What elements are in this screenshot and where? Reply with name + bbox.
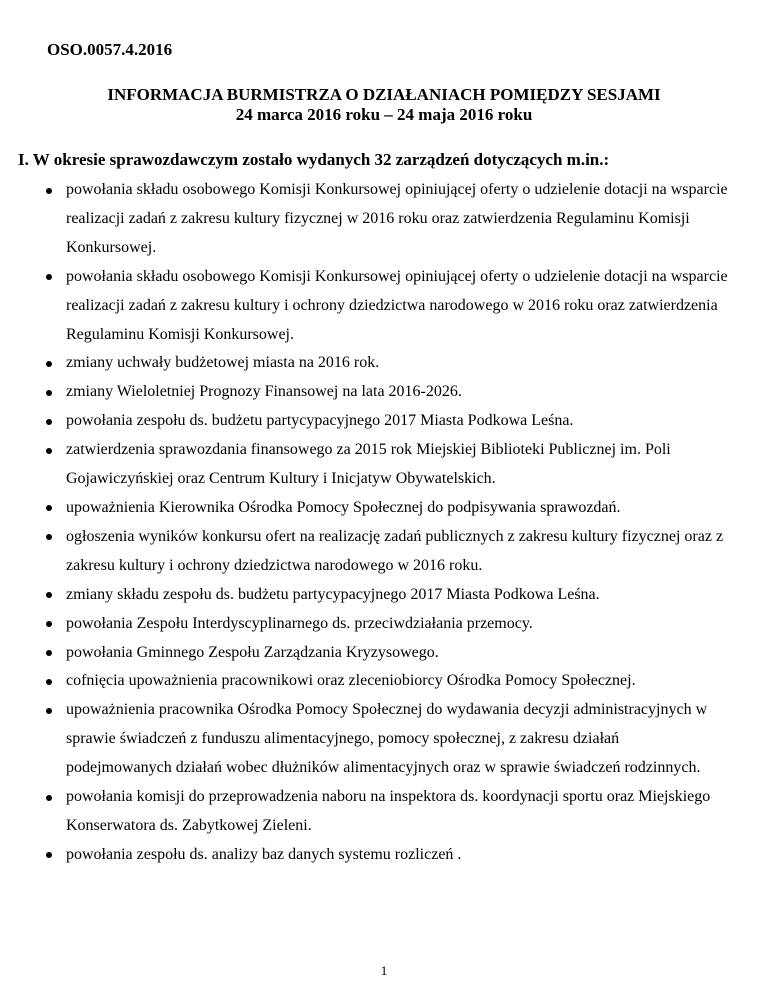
list-item-text: powołania Zespołu Interdyscyplinarnego ds. przeciwdziałania przemocy.: [66, 614, 533, 632]
list-item: [0, 436, 768, 494]
list-item: [0, 523, 768, 581]
bullet-icon: [46, 534, 52, 540]
list-item: [0, 407, 768, 436]
bullet-icon: [46, 679, 52, 685]
document-date-range: 24 marca 2016 roku – 24 maja 2016 roku: [235, 105, 533, 124]
bullet-icon: [46, 419, 52, 425]
document-reference: OSO.0057.4.2016: [47, 40, 173, 59]
bullet-icon: [46, 274, 52, 280]
bullet-icon: [46, 621, 52, 627]
list-item-text: powołania Gminnego Zespołu Zarządzania Kryzysowego.: [66, 643, 439, 661]
bullet-icon: [46, 448, 52, 454]
list-item: [0, 581, 768, 610]
list-item: [0, 783, 768, 841]
list-item: [0, 667, 768, 696]
list-item-text: zatwierdzenia sprawozdania finansowego za 2015 rok Miejskiej Biblioteki Publicznej im. Poli Gojawiczyńskiej oraz Centrum Kultury i Inicjatyw Obywatelskich.: [66, 441, 671, 488]
list-item: [0, 494, 768, 523]
section-heading: I. W okresie sprawozdawczym zostało wydanych 32 zarządzeń dotyczących m.in.:: [18, 150, 610, 169]
list-item-text: powołania zespołu ds. analizy baz danych systemu rozliczeń .: [66, 845, 462, 863]
list-item-text: powołania składu osobowego Komisji Konkursowej opiniującej oferty o udzielenie dotacji na wsparcie realizacji zadań z zakresu kultury i ochrony dziedzictwa narodowego w 2016 roku oraz zatwierdzenia Regulaminu Komisji Konkursowej.: [66, 267, 728, 343]
list-item-text: powołania zespołu ds. budżetu partycypacyjnego 2017 Miasta Podkowa Leśna.: [66, 412, 574, 430]
bullet-icon: [46, 505, 52, 511]
bullet-icon: [46, 708, 52, 714]
bullet-icon: [46, 361, 52, 367]
page-number: 1: [380, 963, 388, 978]
list-item-text: upoważnienia pracownika Ośrodka Pomocy Społecznej do wydawania decyzji administracyjnych w sprawie świadczeń z funduszu alimentacyjnego, pomocy społecznej, z zakresu działań podejmowanych działań wobec dłużników alimentacyjnych oraz w sprawie świadczeń rodzinnych.: [66, 701, 708, 777]
ordinance-list: [0, 176, 768, 870]
list-item: [0, 841, 768, 870]
bullet-icon: [46, 390, 52, 396]
list-item-text: powołania komisji do przeprowadzenia naboru na inspektora ds. koordynacji sportu oraz Miejskiego Konserwatora ds. Zabytkowej Zieleni.: [66, 788, 711, 834]
list-item-text: upoważnienia Kierownika Ośrodka Pomocy Społecznej do podpisywania sprawozdań.: [66, 498, 621, 516]
bullet-icon: [46, 650, 52, 656]
list-item-text: zmiany składu zespołu ds. budżetu partycypacyjnego 2017 Miasta Podkowa Leśna.: [66, 585, 600, 603]
bullet-icon: [46, 795, 52, 801]
list-item: [0, 610, 768, 639]
bullet-icon: [46, 188, 52, 194]
list-item: [0, 378, 768, 407]
list-item: [0, 176, 768, 263]
list-item-text: powołania składu osobowego Komisji Konkursowej opiniującej oferty o udzielenie dotacji na wsparcie realizacji zadań z zakresu kultury fizycznej w 2016 roku oraz zatwierdzenia Regulaminu Komisji Konkursowej.: [66, 181, 728, 256]
bullet-icon: [46, 592, 52, 598]
bullet-icon: [46, 852, 52, 858]
list-item: [0, 263, 768, 350]
list-item: [0, 639, 768, 668]
list-item: [0, 696, 768, 783]
list-item-text: zmiany Wieloletniej Prognozy Finansowej na lata 2016-2026.: [66, 383, 462, 401]
list-item: [0, 349, 768, 378]
list-item-text: zmiany uchwały budżetowej miasta na 2016 rok.: [66, 354, 380, 372]
document-title: INFORMACJA BURMISTRZA O DZIAŁANIACH POMIĘDZY SESJAMI: [107, 85, 661, 104]
list-item-text: cofnięcia upoważnienia pracownikowi oraz zleceniobiorcy Ośrodka Pomocy Społecznej.: [66, 672, 636, 690]
list-item-text: ogłoszenia wyników konkursu ofert na realizację zadań publicznych z zakresu kultury fizycznej oraz z zakresu kultury i ochrony dziedzictwa narodowego w 2016 roku.: [66, 527, 724, 574]
